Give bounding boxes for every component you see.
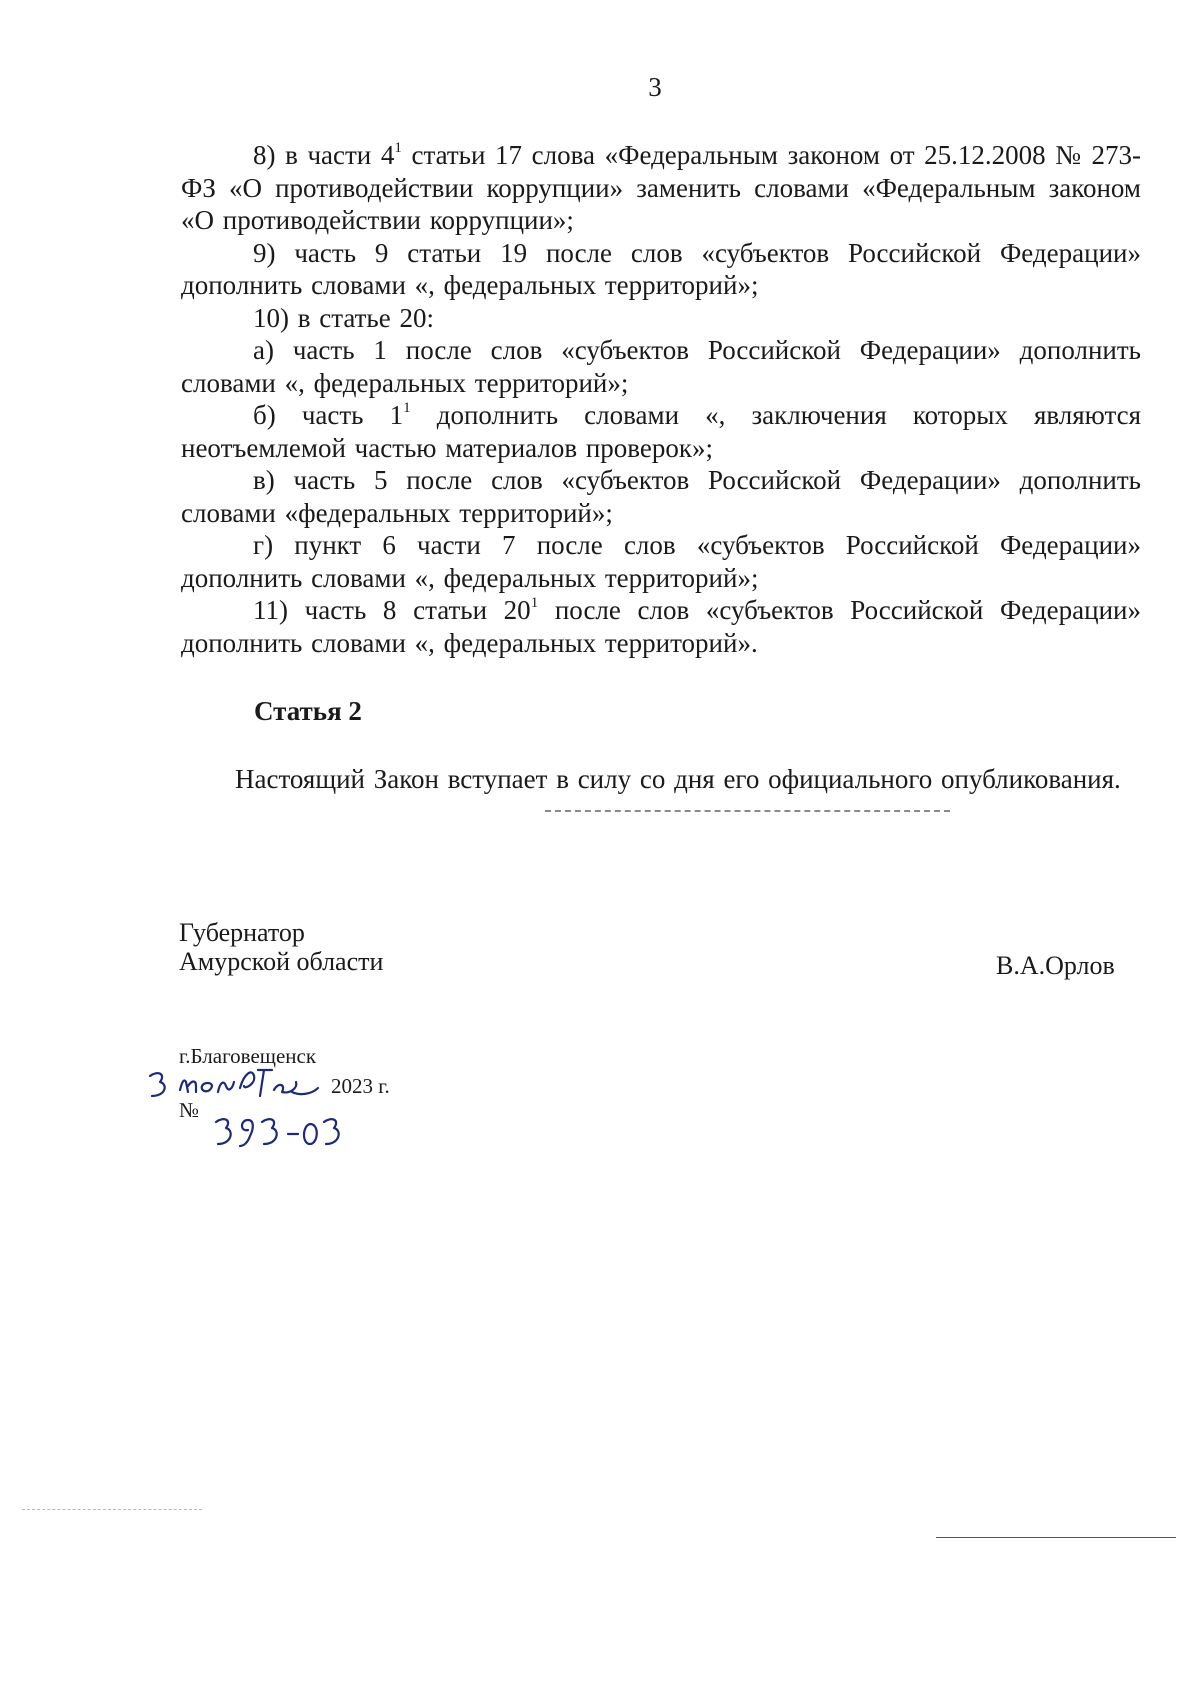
page-number: 3 — [648, 72, 662, 102]
position-line-2: Амурской области — [179, 947, 384, 976]
superscript: 1 — [394, 140, 402, 156]
article-2-text: Настоящий Закон вступает в силу со дня его официального опубликования. — [235, 764, 1121, 794]
amendment-item-10b: б) часть $1^1$ дополнить словами «, заключения которых являются неотъемлемой частью материалов проверок»; — [181, 400, 1141, 463]
scan-artifact-left — [22, 1509, 202, 1511]
handwritten-date — [140, 1060, 330, 1110]
amendments-list — [181, 139, 1141, 659]
article-2-body — [181, 763, 1143, 796]
amendment-item-9: 9) часть 9 статьи 19 после слов «субъектов Российской Федерации» дополнить словами «, федеральных территорий»; — [181, 237, 1141, 300]
signatory-name: В.А.Орлов — [996, 951, 1115, 980]
amendment-item-10a: а) часть 1 после слов «субъектов Российской Федерации» дополнить словами «, федеральных территорий»; — [181, 335, 1141, 398]
scan-artifact-right — [936, 1537, 1176, 1538]
city-label: г.Благовещенск — [179, 1044, 317, 1068]
amendment-item-10g: г) пункт 6 части 7 после слов «субъектов Российской Федерации» дополнить словами «, федеральных территорий»; — [181, 530, 1141, 593]
amendment-item-10v: в) часть 5 после слов «субъектов Российской Федерации» дополнить словами «федеральных территорий»; — [181, 465, 1141, 528]
position-line-1: Губернатор — [179, 918, 305, 947]
superscript: 1 — [403, 400, 411, 416]
amendment-item-11: 11) часть 8 статьи $20^1$ после слов «субъектов Российской Федерации» дополнить словами «, федеральных территорий». — [181, 595, 1141, 658]
number-sign: № — [179, 1098, 200, 1122]
year-label: 2023 г. — [331, 1074, 390, 1098]
handwritten-law-number — [210, 1110, 340, 1155]
amendment-item-10: 10) в статье 20: — [253, 302, 434, 333]
signatory-position — [179, 918, 383, 976]
article-2-title: Статья 2 — [254, 696, 362, 726]
dashed-rule — [545, 810, 950, 814]
superscript: 1 — [530, 595, 539, 611]
amendment-item-8: 8) в части $4^1$ статьи 17 слова «Федеральным законом от 25.12.2008 № 273-ФЗ «О противодействии коррупции» заменить словами «Федеральным законом «О противодействии коррупции»; — [181, 140, 1141, 235]
